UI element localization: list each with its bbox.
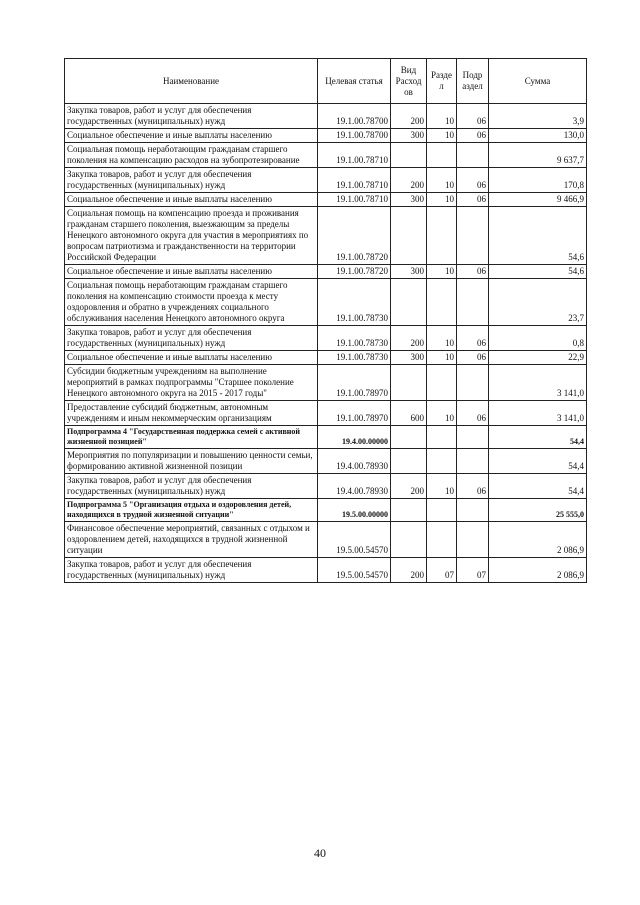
cell-subsection: 06 — [457, 193, 489, 207]
cell-sum: 2 086,9 — [489, 558, 587, 583]
cell-target-article: 19.1.00.78720 — [318, 207, 391, 265]
cell-target-article: 19.1.00.78710 — [318, 193, 391, 207]
cell-target-article: 19.1.00.78970 — [318, 401, 391, 426]
table-body — [65, 104, 587, 583]
header-section: Разде л — [427, 59, 457, 104]
cell-section: 10 — [427, 168, 457, 193]
table-row — [65, 365, 587, 401]
cell-target-article: 19.5.00.00000 — [318, 499, 391, 522]
cell-section: 10 — [427, 265, 457, 279]
cell-section: 10 — [427, 326, 457, 351]
cell-subsection — [457, 522, 489, 558]
cell-expense-type: 200 — [391, 326, 427, 351]
cell-subsection: 06 — [457, 168, 489, 193]
cell-section — [427, 143, 457, 168]
cell-expense-type — [391, 499, 427, 522]
cell-name: Социальное обеспечение и иные выплаты населению — [65, 129, 318, 143]
cell-target-article: 19.5.00.54570 — [318, 522, 391, 558]
cell-subsection — [457, 143, 489, 168]
table-row — [65, 168, 587, 193]
cell-target-article: 19.5.00.54570 — [318, 558, 391, 583]
table-row — [65, 522, 587, 558]
cell-expense-type — [391, 449, 427, 474]
cell-name: Закупка товаров, работ и услуг для обеспечения государственных (муниципальных) нужд — [65, 558, 318, 583]
table-row — [65, 401, 587, 426]
cell-sum: 9 466,9 — [489, 193, 587, 207]
cell-section: 10 — [427, 401, 457, 426]
cell-expense-type: 200 — [391, 474, 427, 499]
cell-expense-type: 300 — [391, 129, 427, 143]
cell-sum: 54,4 — [489, 449, 587, 474]
cell-sum: 22,9 — [489, 351, 587, 365]
table-row — [65, 426, 587, 449]
table-row — [65, 558, 587, 583]
cell-section: 10 — [427, 129, 457, 143]
cell-subsection — [457, 426, 489, 449]
cell-target-article: 19.1.00.78730 — [318, 351, 391, 365]
cell-name: Подпрограмма 4 "Государственная поддержка семей с активной жизненной позицией" — [65, 426, 318, 449]
table-row — [65, 143, 587, 168]
table-row — [65, 279, 587, 326]
cell-subsection: 06 — [457, 129, 489, 143]
cell-subsection — [457, 365, 489, 401]
cell-section — [427, 426, 457, 449]
cell-target-article: 19.1.00.78700 — [318, 104, 391, 129]
table-row — [65, 499, 587, 522]
cell-target-article: 19.1.00.78720 — [318, 265, 391, 279]
cell-name: Финансовое обеспечение мероприятий, связанных с отдыхом и оздоровлением детей, находящихся в трудной жизненной ситуации — [65, 522, 318, 558]
cell-name: Субсидии бюджетным учреждениям на выполнение мероприятий в рамках подпрограммы "Старшее поколение Ненецкого автономного округа на 2015 - 2017 годы" — [65, 365, 318, 401]
cell-name: Закупка товаров, работ и услуг для обеспечения государственных (муниципальных) нужд — [65, 474, 318, 499]
table-row — [65, 207, 587, 265]
cell-section — [427, 279, 457, 326]
cell-name: Закупка товаров, работ и услуг для обеспечения государственных (муниципальных) нужд — [65, 326, 318, 351]
table-row — [65, 104, 587, 129]
cell-expense-type: 300 — [391, 193, 427, 207]
cell-section: 10 — [427, 104, 457, 129]
cell-name: Закупка товаров, работ и услуг для обеспечения государственных (муниципальных) нужд — [65, 168, 318, 193]
cell-expense-type: 200 — [391, 558, 427, 583]
table-row — [65, 449, 587, 474]
cell-sum: 54,6 — [489, 207, 587, 265]
cell-subsection: 06 — [457, 474, 489, 499]
cell-section — [427, 365, 457, 401]
cell-subsection — [457, 499, 489, 522]
cell-sum: 54,6 — [489, 265, 587, 279]
cell-section: 07 — [427, 558, 457, 583]
cell-expense-type — [391, 365, 427, 401]
cell-target-article: 19.1.00.78710 — [318, 143, 391, 168]
cell-name: Предоставление субсидий бюджетным, автономным учреждениям и иным некоммерческим организациям — [65, 401, 318, 426]
cell-name: Социальная помощь неработающим гражданам старшего поколения на компенсацию расходов на зубопротезирование — [65, 143, 318, 168]
table-row — [65, 193, 587, 207]
header-subsection: Подр аздел — [457, 59, 489, 104]
cell-sum: 54,4 — [489, 474, 587, 499]
cell-sum: 0,8 — [489, 326, 587, 351]
cell-sum: 3,9 — [489, 104, 587, 129]
table-row — [65, 129, 587, 143]
cell-target-article: 19.4.00.78930 — [318, 474, 391, 499]
cell-sum: 170,8 — [489, 168, 587, 193]
cell-target-article: 19.1.00.78710 — [318, 168, 391, 193]
budget-table — [64, 58, 587, 583]
cell-subsection: 06 — [457, 265, 489, 279]
cell-name: Закупка товаров, работ и услуг для обеспечения государственных (муниципальных) нужд — [65, 104, 318, 129]
cell-target-article: 19.1.00.78700 — [318, 129, 391, 143]
table-row — [65, 351, 587, 365]
cell-expense-type — [391, 426, 427, 449]
cell-name: Мероприятия по популяризации и повышению ценности семьи, формированию активной жизненной позиции — [65, 449, 318, 474]
cell-sum: 54,4 — [489, 426, 587, 449]
page-number: 40 — [314, 846, 326, 860]
cell-section — [427, 522, 457, 558]
cell-expense-type: 300 — [391, 351, 427, 365]
header-sum: Сумма — [489, 59, 587, 104]
cell-expense-type: 200 — [391, 168, 427, 193]
table-header-row — [65, 59, 587, 104]
cell-subsection — [457, 449, 489, 474]
cell-sum: 2 086,9 — [489, 522, 587, 558]
cell-expense-type — [391, 207, 427, 265]
cell-section — [427, 499, 457, 522]
cell-subsection: 06 — [457, 351, 489, 365]
header-expense-type: Вид Расход ов — [391, 59, 427, 104]
table-row — [65, 326, 587, 351]
cell-name: Социальное обеспечение и иные выплаты населению — [65, 265, 318, 279]
cell-target-article: 19.4.00.00000 — [318, 426, 391, 449]
cell-name: Социальное обеспечение и иные выплаты населению — [65, 193, 318, 207]
cell-sum: 9 637,7 — [489, 143, 587, 168]
cell-sum: 130,0 — [489, 129, 587, 143]
cell-target-article: 19.1.00.78970 — [318, 365, 391, 401]
cell-target-article: 19.4.00.78930 — [318, 449, 391, 474]
cell-section: 10 — [427, 193, 457, 207]
header-name: Наименование — [65, 59, 318, 104]
cell-section: 10 — [427, 474, 457, 499]
cell-expense-type — [391, 522, 427, 558]
cell-section — [427, 207, 457, 265]
cell-expense-type — [391, 279, 427, 326]
cell-name: Социальная помощь на компенсацию проезда и проживания гражданам старшего поколения, выезжающим за пределы Ненецкого автономного округа для участия в мероприятиях по вопросам патриотизма и гражданственности на территории Российской Федерации — [65, 207, 318, 265]
cell-section: 10 — [427, 351, 457, 365]
cell-target-article: 19.1.00.78730 — [318, 279, 391, 326]
cell-sum: 23,7 — [489, 279, 587, 326]
cell-sum: 25 555,0 — [489, 499, 587, 522]
cell-subsection: 06 — [457, 104, 489, 129]
cell-name: Подпрограмма 5 "Организация отдыха и оздоровления детей, находящихся в трудной жизненной ситуации" — [65, 499, 318, 522]
cell-subsection: 07 — [457, 558, 489, 583]
table-row — [65, 265, 587, 279]
cell-sum: 3 141,0 — [489, 365, 587, 401]
cell-expense-type: 200 — [391, 104, 427, 129]
cell-name: Социальное обеспечение и иные выплаты населению — [65, 351, 318, 365]
cell-name: Социальная помощь неработающим гражданам старшего поколения на компенсацию стоимости проезда к месту оздоровления и обратно в учреждениях социального обслуживания населения Ненецкого автономного округа — [65, 279, 318, 326]
header-target-article: Целевая статья — [318, 59, 391, 104]
cell-target-article: 19.1.00.78730 — [318, 326, 391, 351]
cell-sum: 3 141,0 — [489, 401, 587, 426]
cell-expense-type — [391, 143, 427, 168]
cell-subsection: 06 — [457, 401, 489, 426]
table-row — [65, 474, 587, 499]
cell-expense-type: 300 — [391, 265, 427, 279]
cell-expense-type: 600 — [391, 401, 427, 426]
cell-subsection — [457, 207, 489, 265]
cell-subsection: 06 — [457, 326, 489, 351]
cell-subsection — [457, 279, 489, 326]
cell-section — [427, 449, 457, 474]
